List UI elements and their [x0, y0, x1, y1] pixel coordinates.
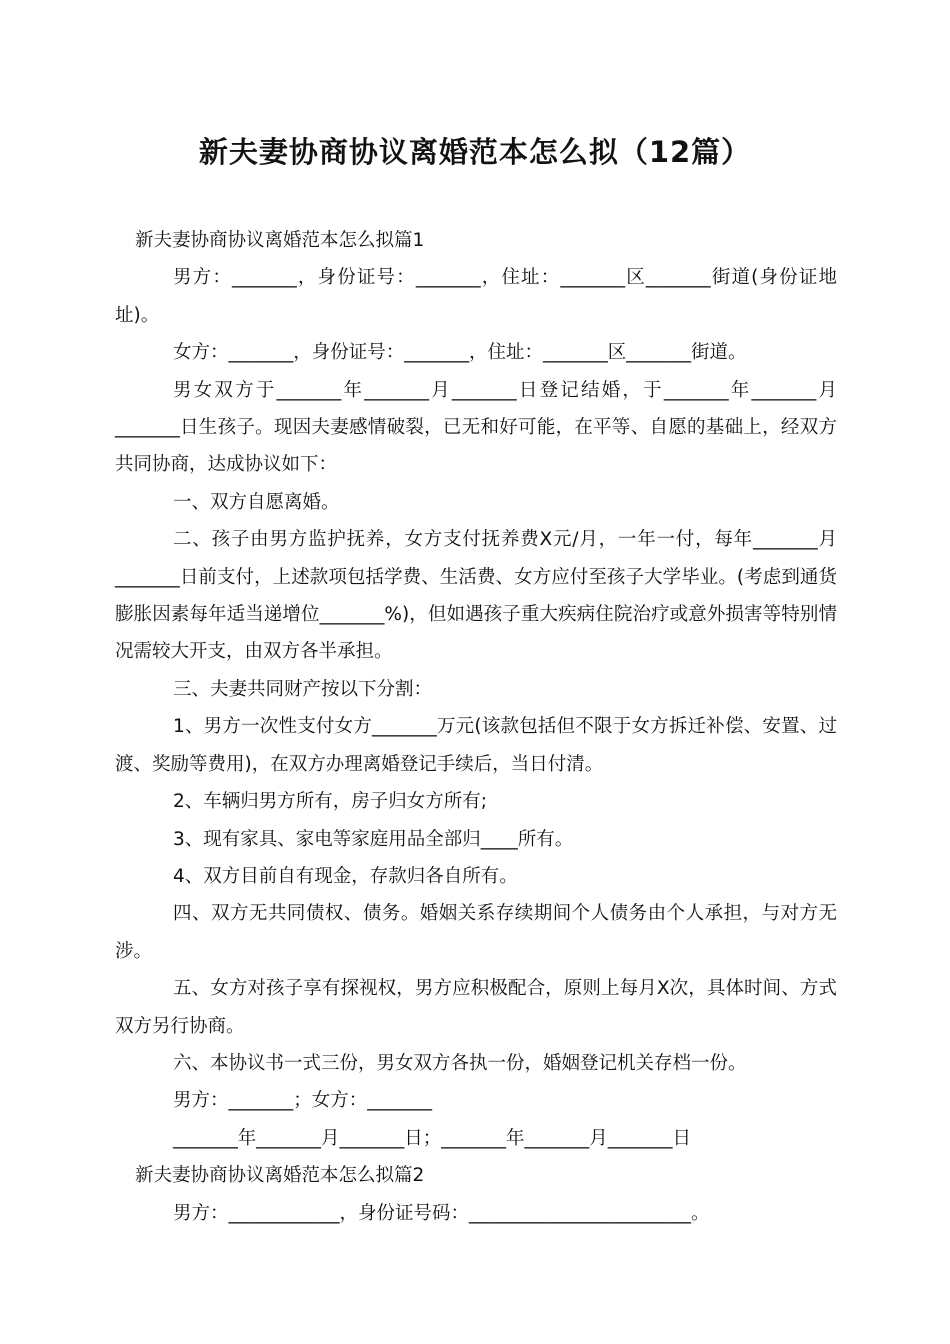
paragraph-male-party: 男方：_______，身份证号：_______，住址：_______区_______街道(身份证地址)。	[115, 267, 837, 326]
paragraph-dates: _______年_______月_______日；_______年_______月_______日	[173, 1127, 692, 1149]
paragraph-signatures: 男方：_______；女方：_______	[173, 1090, 433, 1112]
paragraph-clause-5: 五、女方对孩子享有探视权，男方应积极配合，原则上每月X次，具体时间、方式双方另行协商。	[115, 978, 837, 1037]
paragraph-clause-3-4: 4、双方目前自有现金，存款归各自所有。	[173, 865, 518, 887]
paragraph-marriage-info: 男女双方于_______年_______月_______日登记结婚，于_______年_______月_______日生孩子。现因夫妻感情破裂，已无和好可能，在平等、自愿的基础上，经双方共同协商，达成协议如下：	[115, 379, 837, 476]
paragraph-male-id: 男方：____________，身份证号码：________________________。	[173, 1202, 710, 1224]
paragraph-clause-2: 二、孩子由男方监护抚养，女方支付抚养费X元/月，一年一付，每年_______月_______日前支付，上述款项包括学费、生活费、女方应付至孩子大学毕业。(考虑到通货膨胀因素每年适当递增位_______%)，但如遇孩子重大疾病住院治疗或意外损害等特别情况需较大开支，由双方各半承担。	[115, 529, 837, 663]
document-body	[115, 222, 837, 1232]
document-title: 新夫妻协商协议离婚范本怎么拟（12篇）	[198, 135, 752, 169]
paragraph-clause-1: 一、双方自愿离婚。	[173, 491, 340, 513]
paragraph-clause-3-1: 1、男方一次性支付女方_______万元(该款包括但不限于女方拆迁补偿、安置、过渡、奖励等费用)，在双方办理离婚登记手续后，当日付清。	[115, 716, 837, 775]
paragraph-clause-6: 六、本协议书一式三份，男女双方各执一份，婚姻登记机关存档一份。	[173, 1052, 747, 1074]
paragraph-clause-3-2: 2、车辆归男方所有，房子归女方所有;	[173, 791, 488, 813]
section-heading-1: 新夫妻协商协议离婚范本怎么拟篇1	[135, 230, 425, 251]
paragraph-clause-3-3: 3、现有家具、家电等家庭用品全部归____所有。	[173, 828, 574, 850]
paragraph-female-party: 女方：_______，身份证号：_______，住址：_______区_______街道。	[173, 342, 747, 364]
paragraph-clause-4: 四、双方无共同债权、债务。婚姻关系存续期间个人债务由个人承担，与对方无涉。	[115, 903, 837, 962]
paragraph-clause-3: 三、夫妻共同财产按以下分割：	[173, 678, 433, 700]
section-heading-2: 新夫妻协商协议离婚范本怎么拟篇2	[135, 1165, 425, 1187]
